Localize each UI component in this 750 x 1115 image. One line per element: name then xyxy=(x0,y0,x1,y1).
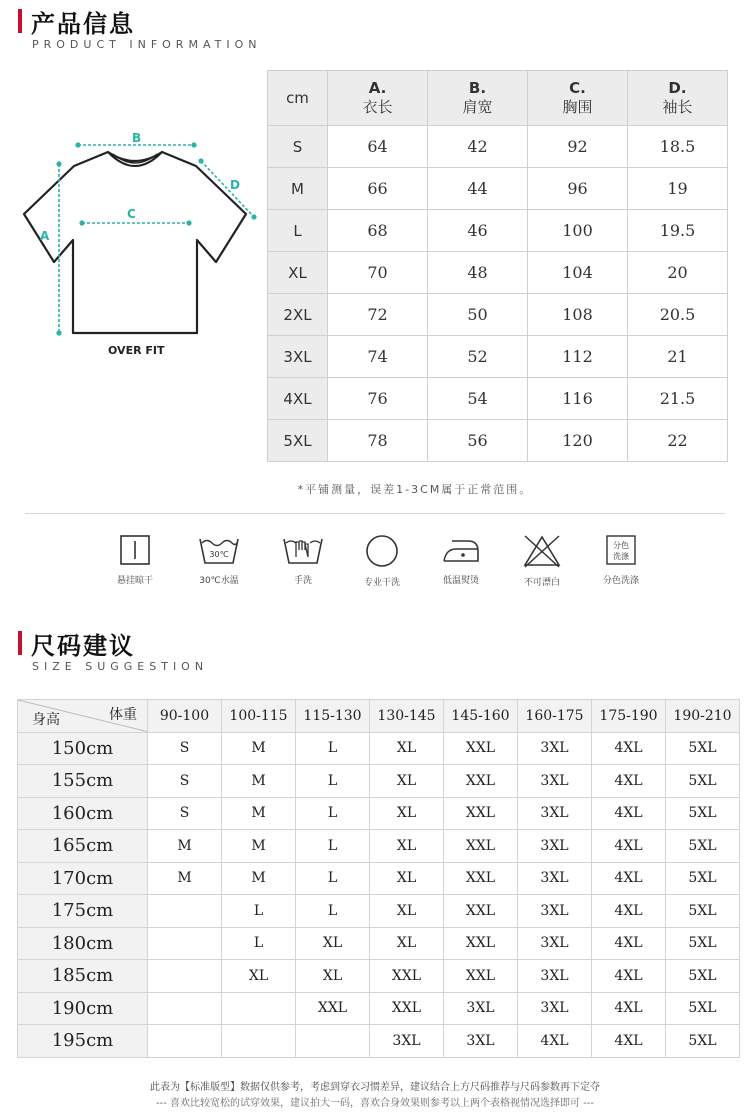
value-cell: 48 xyxy=(428,252,528,294)
size-cell: XL xyxy=(370,732,444,765)
size-cell: L xyxy=(296,765,370,798)
value-cell: 42 xyxy=(428,126,528,168)
wash-30-icon xyxy=(198,533,240,567)
table-row xyxy=(18,862,740,895)
value-cell: 68 xyxy=(328,210,428,252)
size-cell: 3XL xyxy=(518,830,592,863)
size-cell: M xyxy=(222,862,296,895)
care-label: 分色洗涤 xyxy=(602,576,639,586)
size-cell xyxy=(148,1025,222,1058)
size-cell: XXL xyxy=(444,862,518,895)
size-cell xyxy=(148,960,222,993)
header-name: 肩宽 xyxy=(462,98,493,116)
svg-text:洗涤: 洗涤 xyxy=(613,552,629,561)
table-row xyxy=(268,126,728,168)
value-cell: 64 xyxy=(328,126,428,168)
size-cell: XL xyxy=(268,252,328,294)
size-cell: M xyxy=(148,830,222,863)
tshirt-outline xyxy=(24,152,246,333)
corner-weight-label: 体重 xyxy=(109,707,137,723)
header-letter: D. xyxy=(668,79,687,97)
size-cell: XXL xyxy=(370,960,444,993)
footer-note: 此表为【标准版型】数据仅供参考，考虑到穿衣习惯差异，建议结合上方尺码推荐与尺码参数再下定夺 xyxy=(150,1082,600,1093)
care-label: 不可漂白 xyxy=(523,578,560,588)
table-corner xyxy=(18,700,148,733)
size-cell: 2XL xyxy=(268,294,328,336)
weight-header: 160-175 xyxy=(518,700,592,733)
no-bleach-icon xyxy=(522,533,562,569)
size-cell xyxy=(222,992,296,1025)
header-name: 袖长 xyxy=(662,98,693,116)
value-cell: 108 xyxy=(528,294,628,336)
size-cell: 3XL xyxy=(518,862,592,895)
size-cell: 4XL xyxy=(592,927,666,960)
table-corner: cm xyxy=(268,71,328,126)
height-cell: 160cm xyxy=(18,797,148,830)
table-row xyxy=(18,992,740,1025)
value-cell: 19 xyxy=(628,168,728,210)
size-cell: 4XL xyxy=(592,895,666,928)
table-row xyxy=(268,420,728,462)
value-cell: 104 xyxy=(528,252,628,294)
size-cell: 3XL xyxy=(518,765,592,798)
table-row xyxy=(18,830,740,863)
size-cell: 4XL xyxy=(592,1025,666,1058)
table-row xyxy=(18,732,740,765)
value-cell: 112 xyxy=(528,336,628,378)
size-cell: 4XL xyxy=(518,1025,592,1058)
size-cell: XXL xyxy=(444,732,518,765)
height-cell: 195cm xyxy=(18,1025,148,1058)
size-cell: 3XL xyxy=(518,797,592,830)
size-cell: M xyxy=(222,732,296,765)
size-cell: XXL xyxy=(296,992,370,1025)
size-cell: XXL xyxy=(444,927,518,960)
section-title: 尺码建议 xyxy=(31,632,135,660)
size-cell: 4XL xyxy=(592,862,666,895)
table-row xyxy=(18,797,740,830)
measure-label-c: C xyxy=(127,207,136,221)
header-name: 衣长 xyxy=(362,98,393,116)
size-cell: S xyxy=(268,126,328,168)
size-cell: 4XL xyxy=(592,992,666,1025)
size-cell: L xyxy=(296,732,370,765)
size-cell: 3XL xyxy=(370,1025,444,1058)
size-cell: L xyxy=(296,895,370,928)
size-cell: 3XL xyxy=(444,992,518,1025)
size-cell: 4XL xyxy=(592,960,666,993)
section-title: 产品信息 xyxy=(31,10,135,38)
size-cell: 5XL xyxy=(666,732,740,765)
table-row xyxy=(18,1025,740,1058)
value-cell: 44 xyxy=(428,168,528,210)
table-row xyxy=(268,336,728,378)
table-row xyxy=(18,765,740,798)
care-label: 30℃水温 xyxy=(199,576,239,586)
height-cell: 155cm xyxy=(18,765,148,798)
height-cell: 175cm xyxy=(18,895,148,928)
header-letter: C. xyxy=(569,79,586,97)
size-suggestion-table xyxy=(17,699,740,1058)
size-cell: XL xyxy=(296,960,370,993)
hang-dry-icon xyxy=(118,533,152,567)
size-cell: M xyxy=(268,168,328,210)
weight-header: 190-210 xyxy=(666,700,740,733)
size-cell: XL xyxy=(222,960,296,993)
value-cell: 56 xyxy=(428,420,528,462)
size-cell: L xyxy=(222,895,296,928)
value-cell: 20.5 xyxy=(628,294,728,336)
size-cell: 3XL xyxy=(518,992,592,1025)
size-cell: XXL xyxy=(444,960,518,993)
value-cell: 74 xyxy=(328,336,428,378)
size-cell: M xyxy=(222,797,296,830)
weight-header: 145-160 xyxy=(444,700,518,733)
size-cell: 5XL xyxy=(268,420,328,462)
height-cell: 190cm xyxy=(18,992,148,1025)
size-suggestion-body xyxy=(18,732,740,1057)
size-cell: 3XL xyxy=(518,732,592,765)
size-cell: 3XL xyxy=(444,1025,518,1058)
value-cell: 54 xyxy=(428,378,528,420)
value-cell: 66 xyxy=(328,168,428,210)
size-cell xyxy=(148,895,222,928)
value-cell: 116 xyxy=(528,378,628,420)
value-cell: 100 xyxy=(528,210,628,252)
size-cell: 5XL xyxy=(666,960,740,993)
size-cell xyxy=(148,927,222,960)
size-cell: 4XL xyxy=(592,732,666,765)
size-cell: 3XL xyxy=(518,960,592,993)
size-cell: XL xyxy=(370,830,444,863)
size-cell: XL xyxy=(296,927,370,960)
care-label: 悬挂晾干 xyxy=(116,576,153,586)
care-item xyxy=(263,533,343,586)
table-row xyxy=(268,210,728,252)
value-cell: 20 xyxy=(628,252,728,294)
size-cell: M xyxy=(222,830,296,863)
size-cell: 4XL xyxy=(592,797,666,830)
size-cell: 5XL xyxy=(666,830,740,863)
table-row xyxy=(268,168,728,210)
size-cell xyxy=(296,1025,370,1058)
care-item xyxy=(342,533,422,588)
size-cell: XXL xyxy=(444,765,518,798)
section-accent-bar xyxy=(18,631,22,655)
low-iron-icon xyxy=(440,533,482,567)
section-accent-bar xyxy=(18,9,22,33)
value-cell: 22 xyxy=(628,420,728,462)
section-subtitle: PRODUCT INFORMATION xyxy=(32,38,262,51)
value-cell: 120 xyxy=(528,420,628,462)
size-cell: L xyxy=(296,862,370,895)
size-cell: 4XL xyxy=(268,378,328,420)
size-cell xyxy=(222,1025,296,1058)
care-item xyxy=(95,533,175,586)
value-cell: 92 xyxy=(528,126,628,168)
corner-height-label: 身高 xyxy=(32,711,60,728)
size-cell: S xyxy=(148,732,222,765)
size-cell: L xyxy=(268,210,328,252)
header-letter: B. xyxy=(468,79,487,97)
size-cell: L xyxy=(222,927,296,960)
table-row xyxy=(268,252,728,294)
size-cell: 5XL xyxy=(666,927,740,960)
table-row xyxy=(18,960,740,993)
size-cell: L xyxy=(296,797,370,830)
height-cell: 150cm xyxy=(18,732,148,765)
care-item xyxy=(421,533,501,586)
size-cell: L xyxy=(296,830,370,863)
size-cell: XL xyxy=(370,862,444,895)
footer-note-secondary: --- 喜欢比较宽松的试穿效果，建议拍大一码，喜欢合身效果则参考以上两个表格视情况选择即可 --- xyxy=(155,1098,594,1109)
table-row xyxy=(18,895,740,928)
size-cell: 4XL xyxy=(592,830,666,863)
size-cell: 4XL xyxy=(592,765,666,798)
weight-header: 175-190 xyxy=(592,700,666,733)
dry-clean-icon xyxy=(364,533,400,569)
weight-header: 90-100 xyxy=(148,700,222,733)
size-cell: XXL xyxy=(444,895,518,928)
value-cell: 52 xyxy=(428,336,528,378)
value-cell: 78 xyxy=(328,420,428,462)
section-divider xyxy=(25,513,725,514)
care-label: 专业干洗 xyxy=(363,578,400,588)
size-cell: XXL xyxy=(444,797,518,830)
care-label: 手洗 xyxy=(293,576,312,586)
section-subtitle: SIZE SUGGESTION xyxy=(32,660,209,673)
measurement-table-header xyxy=(268,71,728,126)
size-cell: 3XL xyxy=(268,336,328,378)
value-cell: 50 xyxy=(428,294,528,336)
care-item xyxy=(179,533,259,586)
size-cell: 5XL xyxy=(666,797,740,830)
measure-label-a: A xyxy=(40,229,50,243)
size-cell: 5XL xyxy=(666,765,740,798)
value-cell: 72 xyxy=(328,294,428,336)
value-cell: 76 xyxy=(328,378,428,420)
care-label: 低温熨烫 xyxy=(442,576,479,586)
size-cell: 5XL xyxy=(666,992,740,1025)
value-cell: 96 xyxy=(528,168,628,210)
size-cell: XL xyxy=(370,927,444,960)
svg-text:30℃: 30℃ xyxy=(209,550,229,559)
size-cell: M xyxy=(148,862,222,895)
fit-label: OVER FIT xyxy=(108,344,165,357)
size-cell xyxy=(148,992,222,1025)
size-cell: M xyxy=(222,765,296,798)
size-cell: S xyxy=(148,765,222,798)
header-letter: A. xyxy=(368,79,387,97)
weight-header: 100-115 xyxy=(222,700,296,733)
size-cell: XXL xyxy=(370,992,444,1025)
size-cell: 5XL xyxy=(666,1025,740,1058)
height-cell: 170cm xyxy=(18,862,148,895)
size-cell: XL xyxy=(370,895,444,928)
table-row xyxy=(268,378,728,420)
hand-wash-icon xyxy=(282,533,324,567)
size-cell: 3XL xyxy=(518,927,592,960)
height-cell: 180cm xyxy=(18,927,148,960)
height-cell: 165cm xyxy=(18,830,148,863)
care-item xyxy=(502,533,582,588)
svg-text:分色: 分色 xyxy=(613,541,629,550)
care-item xyxy=(581,533,661,586)
value-cell: 70 xyxy=(328,252,428,294)
value-cell: 21.5 xyxy=(628,378,728,420)
height-cell: 185cm xyxy=(18,960,148,993)
size-cell: 3XL xyxy=(518,895,592,928)
weight-header: 130-145 xyxy=(370,700,444,733)
separate-wash-icon xyxy=(604,533,638,567)
value-cell: 18.5 xyxy=(628,126,728,168)
size-cell: XL xyxy=(370,765,444,798)
tshirt-measurement-diagram xyxy=(18,128,263,363)
header-name: 胸围 xyxy=(562,98,593,116)
value-cell: 46 xyxy=(428,210,528,252)
size-cell: S xyxy=(148,797,222,830)
measure-label-b: B xyxy=(132,131,142,145)
weight-header: 115-130 xyxy=(296,700,370,733)
tshirt-collar xyxy=(108,152,162,166)
size-cell: XXL xyxy=(444,830,518,863)
size-cell: 5XL xyxy=(666,895,740,928)
value-cell: 21 xyxy=(628,336,728,378)
value-cell: 19.5 xyxy=(628,210,728,252)
weight-header-row xyxy=(18,700,740,733)
size-cell: XL xyxy=(370,797,444,830)
measurement-note: *平铺测量，误差1-3CM属于正常范围。 xyxy=(297,483,533,496)
measure-label-d: D xyxy=(230,178,240,192)
table-row xyxy=(18,927,740,960)
table-row xyxy=(268,294,728,336)
measurement-table xyxy=(267,70,728,462)
size-cell: 5XL xyxy=(666,862,740,895)
